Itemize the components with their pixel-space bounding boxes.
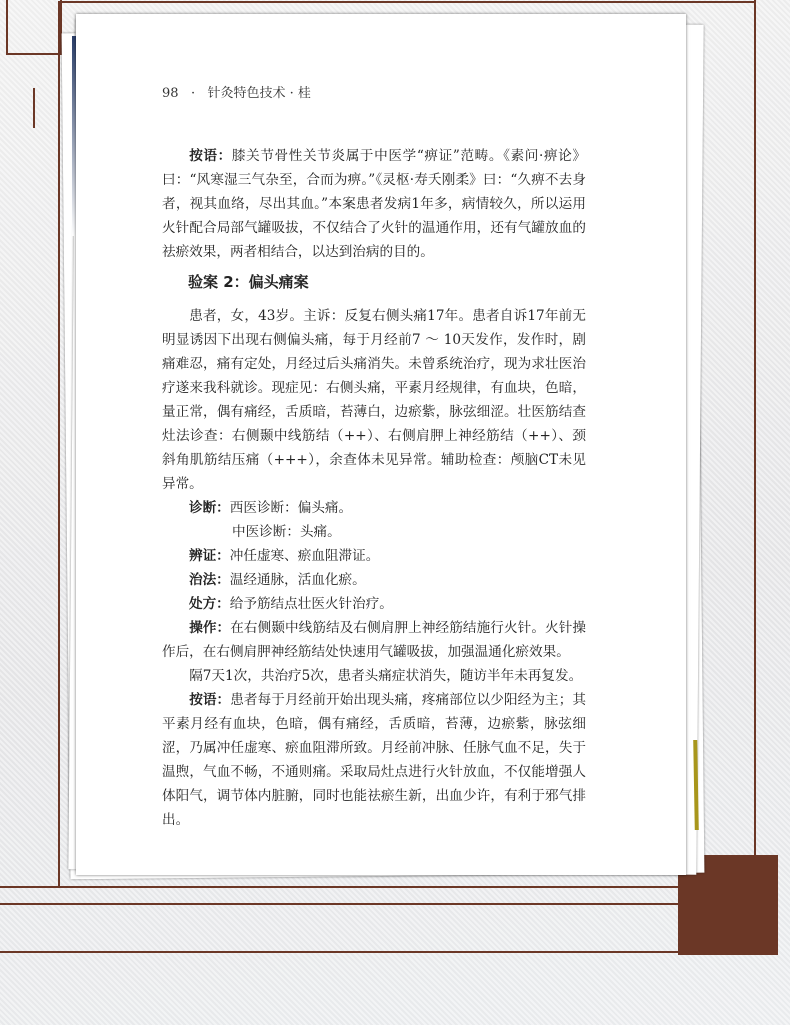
commentary-label: 按语： <box>189 148 232 164</box>
diagnosis-western: 西医诊断：偏头痛。 <box>229 500 353 516</box>
page-number: 98 <box>162 86 179 101</box>
case-commentary-label: 按语： <box>189 692 231 708</box>
treatment-label: 治法： <box>189 572 230 588</box>
running-title: 针灸特色技术 · 桂 <box>207 86 311 101</box>
syndrome-label: 辨证： <box>189 548 230 564</box>
syndrome-line <box>162 544 586 568</box>
header-separator: · <box>190 86 196 101</box>
case-commentary-text: 患者每于月经前开始出现头痛，疼痛部位以少阳经为主；其平素月经有血块，色暗，偶有痛经，舌质暗，苔薄，边瘀紫，脉弦细涩，乃属冲任虚寒、瘀血阻滞所致。月经前冲脉、任脉气血不足，失于温煦，气血不畅，不通则痛。采取局灶点进行火针放血，不仅能增强人体阳气，调节体内脏腑，同时也能祛瘀生新，出血少许，有利于邪气排出。 <box>162 692 587 828</box>
treatment-text: 温经通脉，活血化瘀。 <box>229 572 366 588</box>
treatment-line <box>162 568 586 592</box>
commentary-text: 膝关节骨性关节炎属于中医学“痹证”范畴。《素问·痹论》曰：“风寒湿三气杂至，合而为痹。”《灵枢·寿夭刚柔》曰：“久痹不去身者，视其血络，尽出其血。”本案患者发病1年多，病情较久，所以运用火针配合局部气罐吸拔，不仅结合了火针的温通作用，还有气罐放血的祛瘀效果，两者相结合，以达到治病的目的。 <box>162 148 587 260</box>
operation-label: 操作： <box>189 620 231 636</box>
commentary-paragraph <box>162 144 586 264</box>
decorative-line <box>754 0 756 856</box>
case-section <box>162 270 586 832</box>
decorative-frame-corner <box>6 0 62 55</box>
decorative-line <box>33 88 35 128</box>
diagnosis-label: 诊断： <box>189 500 230 516</box>
operation-text: 在右侧颞中线筋结及右侧肩胛上神经筋结施行火针。火针操作后，在右侧肩胛神经筋结处快速用气罐吸拔，加强温通化瘀效果。 <box>162 620 587 660</box>
case-commentary-paragraph <box>162 688 586 832</box>
commentary-section <box>162 144 586 264</box>
diagnosis-line <box>162 496 586 520</box>
case-title: 验案 2：偏头痛案 <box>188 273 309 291</box>
diagnosis-tcm: 中医诊断：头痛。 <box>232 524 341 540</box>
operation-paragraph <box>162 616 586 664</box>
decorative-line <box>0 903 678 905</box>
history-paragraph: 患者，女，43岁。主诉：反复右侧头痛17年。患者自诉17年前无明显诱因下出现右侧偏头痛，每于月经前7 ～ 10天发作，发作时，剧痛难忍，痛有定处，月经过后头痛消失。未曾系统治疗，现为求壮医治疗遂来我科就诊。现症见：右侧头痛，平素月经规律，有血块，色暗，量正常，偶有痛经，舌质暗，苔薄白，边瘀紫，脉弦细涩。壮医筋结查灶法诊查：右侧颞中线筋结（++）、右侧肩胛上神经筋结（++）、颈斜角肌筋结压痛（+++），余查体未见异常。辅助检查：颅脑CT未见异常。 <box>162 308 586 492</box>
running-header <box>162 82 311 101</box>
followup-paragraph: 隔7天1次，共治疗5次，患者头痛症状消失，随访半年未再复发。 <box>189 668 583 684</box>
prescription-text: 给予筋结点壮医火针治疗。 <box>229 596 393 612</box>
syndrome-text: 冲任虚寒、瘀血阻滞证。 <box>229 548 380 564</box>
prescription-label: 处方： <box>189 596 230 612</box>
book-page <box>76 14 686 875</box>
prescription-line <box>162 592 586 616</box>
decorative-line <box>0 886 678 888</box>
decorative-line <box>0 951 678 953</box>
